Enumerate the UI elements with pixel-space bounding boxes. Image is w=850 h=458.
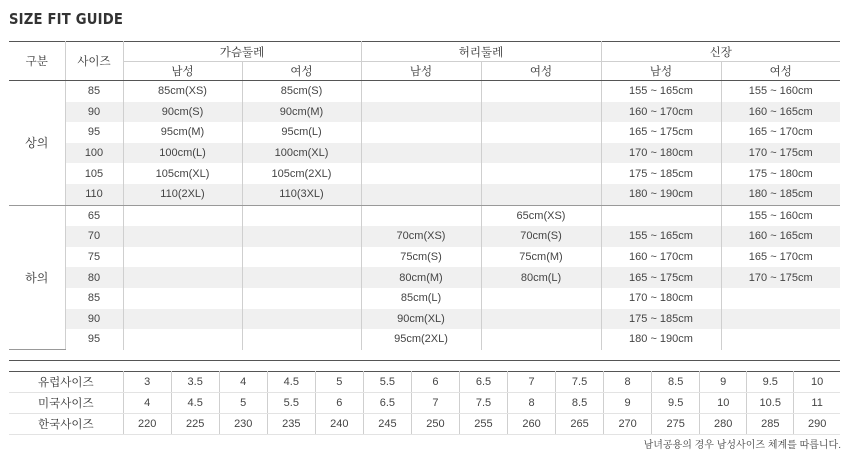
height-female-cell: 165 ~ 170cm <box>748 251 813 264</box>
table-row <box>9 81 840 102</box>
chest-male-cell: 90cm(S) <box>123 102 242 123</box>
header-waist-female: 여성 <box>481 62 601 81</box>
conversion-value-cell: 270 <box>604 414 652 435</box>
chest-male-cell <box>123 267 242 288</box>
chest-female-cell <box>242 226 361 247</box>
table-spacer <box>9 350 840 361</box>
waist-female-cell <box>481 102 601 123</box>
category-top-label: 상의 <box>9 81 65 206</box>
conversion-value-cell: 4 <box>123 393 171 414</box>
conversion-value-cell: 6 <box>411 372 459 393</box>
table-row <box>9 205 840 226</box>
height-male-cell: 165 ~ 175cm <box>601 122 721 143</box>
conversion-value-cell: 235 <box>267 414 315 435</box>
chest-male-cell <box>123 226 242 247</box>
chest-male-cell <box>123 329 242 350</box>
header-waist: 허리둘레 <box>361 42 601 62</box>
conversion-value-cell: 6 <box>315 393 363 414</box>
chest-male-cell: 85cm(XS) <box>123 81 242 102</box>
conversion-value-cell: 250 <box>411 414 459 435</box>
chest-female-cell <box>242 205 361 226</box>
conversion-value-cell: 8.5 <box>652 372 700 393</box>
conversion-value-cell: 9 <box>700 372 747 393</box>
size-fit-table <box>9 41 840 361</box>
chest-female-cell: 105cm(2XL) <box>242 163 361 184</box>
size-conversion-table <box>9 371 840 435</box>
waist-female-cell <box>481 288 601 309</box>
height-male-cell: 155 ~ 165cm <box>601 226 721 247</box>
size-cell: 65 <box>65 205 123 226</box>
size-cell: 80 <box>65 267 123 288</box>
conversion-value-cell: 275 <box>652 414 700 435</box>
conversion-value-cell: 290 <box>794 414 840 435</box>
conversion-value-cell: 255 <box>459 414 507 435</box>
category-bottom-label: 하의 <box>9 205 65 350</box>
conversion-value-cell: 4 <box>219 372 267 393</box>
table-row <box>9 247 840 268</box>
header-chest-male: 남성 <box>123 62 242 81</box>
height-male-cell: 180 ~ 190cm <box>601 184 721 205</box>
unisex-note: 남녀공용의 경우 남성사이즈 체계를 따릅니다. <box>643 440 841 451</box>
conversion-value-cell: 8 <box>604 372 652 393</box>
size-cell: 105 <box>65 163 123 184</box>
table-row <box>9 226 840 247</box>
header-height-female: 여성 <box>721 62 840 81</box>
table-row <box>9 309 840 330</box>
header-height-male: 남성 <box>601 62 721 81</box>
waist-female-cell <box>481 184 601 205</box>
waist-female-cell <box>481 309 601 330</box>
chest-female-cell: 110(3XL) <box>242 184 361 205</box>
table-row <box>9 184 840 205</box>
conversion-value-cell: 4.5 <box>267 372 315 393</box>
chest-male-cell <box>123 309 242 330</box>
conversion-row-label: 미국사이즈 <box>9 393 123 414</box>
conversion-value-cell: 8 <box>508 393 556 414</box>
chest-female-cell: 95cm(L) <box>242 122 361 143</box>
header-category: 구분 <box>9 42 65 81</box>
table-row <box>9 143 840 164</box>
height-male-cell: 165 ~ 175cm <box>601 267 721 288</box>
chest-female-cell <box>242 267 361 288</box>
conversion-value-cell: 285 <box>747 414 794 435</box>
table-row <box>9 267 840 288</box>
height-male-cell: 170 ~ 180cm <box>601 288 721 309</box>
conversion-value-cell: 10 <box>794 372 840 393</box>
table-row <box>9 329 840 350</box>
conversion-value-cell: 3.5 <box>171 372 219 393</box>
waist-female-cell <box>481 143 601 164</box>
conversion-value-cell: 260 <box>508 414 556 435</box>
conversion-value-cell: 225 <box>171 414 219 435</box>
waist-male-cell: 75cm(S) <box>361 247 481 268</box>
height-female-cell: 175 ~ 180cm <box>748 167 813 180</box>
height-female-cell: 180 ~ 185cm <box>721 184 840 205</box>
chest-female-cell <box>242 288 361 309</box>
waist-male-cell <box>361 184 481 205</box>
waist-female-cell: 65cm(XS) <box>481 205 601 226</box>
waist-male-cell <box>361 81 481 102</box>
header-size: 사이즈 <box>65 42 123 81</box>
conversion-row-label: 유럽사이즈 <box>9 372 123 393</box>
header-waist-male: 남성 <box>361 62 481 81</box>
waist-male-cell: 85cm(L) <box>361 288 481 309</box>
size-cell: 100 <box>65 143 123 164</box>
waist-male-cell <box>361 122 481 143</box>
height-male-cell: 180 ~ 190cm <box>601 329 721 350</box>
waist-female-cell: 80cm(L) <box>481 267 601 288</box>
height-female-cell <box>721 329 840 350</box>
waist-female-cell <box>481 122 601 143</box>
chest-male-cell <box>123 288 242 309</box>
waist-female-cell: 75cm(M) <box>481 247 601 268</box>
conversion-value-cell: 220 <box>123 414 171 435</box>
size-cell: 70 <box>65 226 123 247</box>
height-male-cell: 160 ~ 170cm <box>601 247 721 268</box>
height-female-cell: 165 ~ 170cm <box>748 126 813 139</box>
conversion-value-cell: 7 <box>508 372 556 393</box>
chest-female-cell <box>242 329 361 350</box>
chest-male-cell: 100cm(L) <box>123 143 242 164</box>
table-row <box>9 288 840 309</box>
conversion-value-cell: 230 <box>219 414 267 435</box>
chest-male-cell <box>123 205 242 226</box>
height-male-cell: 160 ~ 170cm <box>601 102 721 123</box>
height-female-cell: 170 ~ 175cm <box>721 143 840 164</box>
table-row <box>9 102 840 123</box>
height-female-cell: 155 ~ 160cm <box>748 209 813 222</box>
header-chest-female: 여성 <box>242 62 361 81</box>
conversion-value-cell: 4.5 <box>171 393 219 414</box>
header-height: 신장 <box>601 42 840 62</box>
waist-male-cell: 80cm(M) <box>361 267 481 288</box>
conversion-value-cell: 265 <box>556 414 604 435</box>
table-row <box>9 122 840 143</box>
chest-female-cell <box>242 309 361 330</box>
waist-male-cell <box>361 143 481 164</box>
height-male-cell: 175 ~ 185cm <box>601 309 721 330</box>
chest-female-cell: 90cm(M) <box>242 102 361 123</box>
conversion-value-cell: 8.5 <box>556 393 604 414</box>
chest-male-cell: 105cm(XL) <box>123 163 242 184</box>
waist-male-cell <box>361 163 481 184</box>
conversion-value-cell: 5 <box>219 393 267 414</box>
waist-male-cell <box>361 102 481 123</box>
chest-male-cell: 95cm(M) <box>123 122 242 143</box>
size-cell: 95 <box>65 122 123 143</box>
conversion-value-cell: 3 <box>123 372 171 393</box>
waist-male-cell: 95cm(2XL) <box>361 329 481 350</box>
conversion-row <box>9 372 840 393</box>
chest-male-cell: 110(2XL) <box>123 184 242 205</box>
conversion-row <box>9 393 840 414</box>
waist-female-cell: 70cm(S) <box>481 226 601 247</box>
waist-female-cell <box>481 163 601 184</box>
conversion-value-cell: 10.5 <box>747 393 794 414</box>
conversion-value-cell: 5.5 <box>363 372 411 393</box>
size-cell: 85 <box>65 81 123 102</box>
table-row <box>9 163 840 184</box>
chest-male-cell <box>123 247 242 268</box>
height-male-cell: 155 ~ 165cm <box>601 81 721 102</box>
conversion-value-cell: 9.5 <box>747 372 794 393</box>
conversion-value-cell: 245 <box>363 414 411 435</box>
conversion-value-cell: 7.5 <box>556 372 604 393</box>
size-cell: 75 <box>65 247 123 268</box>
height-male-cell: 175 ~ 185cm <box>601 163 721 184</box>
waist-male-cell: 90cm(XL) <box>361 309 481 330</box>
conversion-value-cell: 7.5 <box>459 393 507 414</box>
conversion-value-cell: 11 <box>794 393 840 414</box>
header-chest: 가슴둘레 <box>123 42 361 62</box>
conversion-value-cell: 5 <box>315 372 363 393</box>
height-female-cell: 170 ~ 175cm <box>721 267 840 288</box>
height-male-cell: 170 ~ 180cm <box>601 143 721 164</box>
size-cell: 90 <box>65 309 123 330</box>
size-cell: 85 <box>65 288 123 309</box>
waist-female-cell <box>481 81 601 102</box>
height-female-cell <box>721 288 840 309</box>
size-cell: 95 <box>65 329 123 350</box>
chest-female-cell <box>242 247 361 268</box>
waist-male-cell: 70cm(XS) <box>361 226 481 247</box>
conversion-value-cell: 6.5 <box>363 393 411 414</box>
conversion-value-cell: 10 <box>700 393 747 414</box>
height-female-cell: 160 ~ 165cm <box>721 226 840 247</box>
conversion-value-cell: 6.5 <box>459 372 507 393</box>
height-female-cell: 155 ~ 160cm <box>748 85 813 98</box>
conversion-row <box>9 414 840 435</box>
chest-female-cell: 85cm(S) <box>242 81 361 102</box>
waist-male-cell <box>361 205 481 226</box>
size-cell: 90 <box>65 102 123 123</box>
height-male-cell <box>601 205 721 226</box>
conversion-value-cell: 7 <box>411 393 459 414</box>
height-female-cell <box>721 309 840 330</box>
chest-female-cell: 100cm(XL) <box>242 143 361 164</box>
conversion-value-cell: 9 <box>604 393 652 414</box>
size-cell: 110 <box>65 184 123 205</box>
conversion-value-cell: 9.5 <box>652 393 700 414</box>
height-female-cell: 160 ~ 165cm <box>721 102 840 123</box>
page-title: SIZE FIT GUIDE <box>9 10 124 28</box>
waist-female-cell <box>481 329 601 350</box>
conversion-value-cell: 5.5 <box>267 393 315 414</box>
conversion-value-cell: 280 <box>700 414 747 435</box>
conversion-value-cell: 240 <box>315 414 363 435</box>
conversion-row-label: 한국사이즈 <box>9 414 123 435</box>
